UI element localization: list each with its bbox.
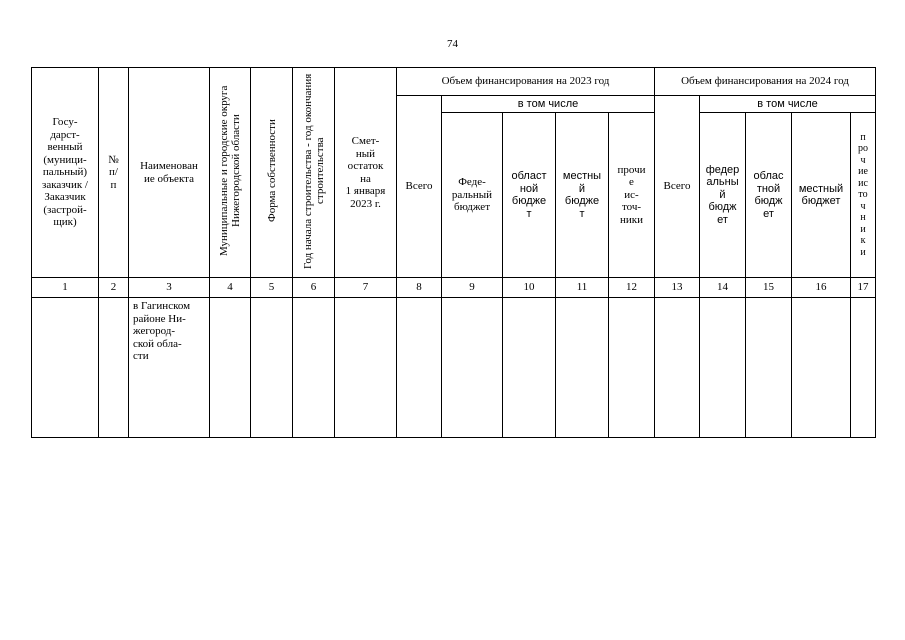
cell-num [99,298,129,438]
column-number: 7 [335,278,397,298]
column-number: 13 [655,278,700,298]
column-number: 9 [442,278,503,298]
header-other-2023: прочи е ис- точ- ники [609,113,655,278]
column-number: 16 [792,278,851,298]
cell-total-2024 [655,298,700,438]
cell-federal-2023 [442,298,503,438]
header-local-2023: местны й бюдже т [556,113,609,278]
header-fin-2024: Объем финансирования на 2024 год [655,68,876,96]
column-number: 3 [129,278,210,298]
header-ownership: Форма собственности [251,68,293,278]
table-row [32,298,876,438]
column-number: 14 [700,278,746,298]
column-number: 6 [293,278,335,298]
column-number: 1 [32,278,99,298]
cell-federal-2024 [700,298,746,438]
cell-balance [335,298,397,438]
header-district: Муниципальные и городские округа Нижегородской области [210,68,251,278]
header-num: № п/ п [99,68,129,278]
column-number: 5 [251,278,293,298]
header-object-name: Наименован ие объекта [129,68,210,278]
cell-other-2023 [609,298,655,438]
column-number: 15 [746,278,792,298]
column-number: 4 [210,278,251,298]
cell-object-name: в Гагинском районе Ни- жегород- ской обла- сти [129,298,210,438]
cell-regional-2024 [746,298,792,438]
column-number: 17 [851,278,876,298]
header-other-2024: п ро ч ие ис то ч н и к и [851,113,876,278]
column-number: 2 [99,278,129,298]
cell-ownership [251,298,293,438]
cell-years [293,298,335,438]
cell-local-2024 [792,298,851,438]
header-regional-2023: област ной бюдже т [503,113,556,278]
header-balance: Смет- ный остаток на 1 января 2023 г. [335,68,397,278]
financing-table [31,67,876,438]
column-number: 11 [556,278,609,298]
header-total-2024: Всего [655,96,700,278]
column-numbers-row [32,278,876,298]
column-number: 8 [397,278,442,298]
header-including-2023: в том числе [442,96,655,113]
cell-local-2023 [556,298,609,438]
header-federal-2024: федер альны й бюдж ет [700,113,746,278]
header-federal-2023: Феде- ральный бюджет [442,113,503,278]
header-including-2024: в том числе [700,96,876,113]
header-fin-2023: Объем финансирования на 2023 год [397,68,655,96]
header-local-2024: местный бюджет [792,113,851,278]
column-number: 12 [609,278,655,298]
column-number: 10 [503,278,556,298]
header-total-2023: Всего [397,96,442,278]
cell-total-2023 [397,298,442,438]
cell-regional-2023 [503,298,556,438]
cell-other-2024 [851,298,876,438]
cell-customer [32,298,99,438]
header-regional-2024: облас тной бюдж ет [746,113,792,278]
cell-district [210,298,251,438]
header-customer: Госу- дарст- венный (муници- пальный) заказчик / Заказчик (застрой- щик) [32,68,99,278]
header-years: Год начала строительства - год окончания строительства [293,68,335,278]
page-number: 74 [447,38,458,50]
